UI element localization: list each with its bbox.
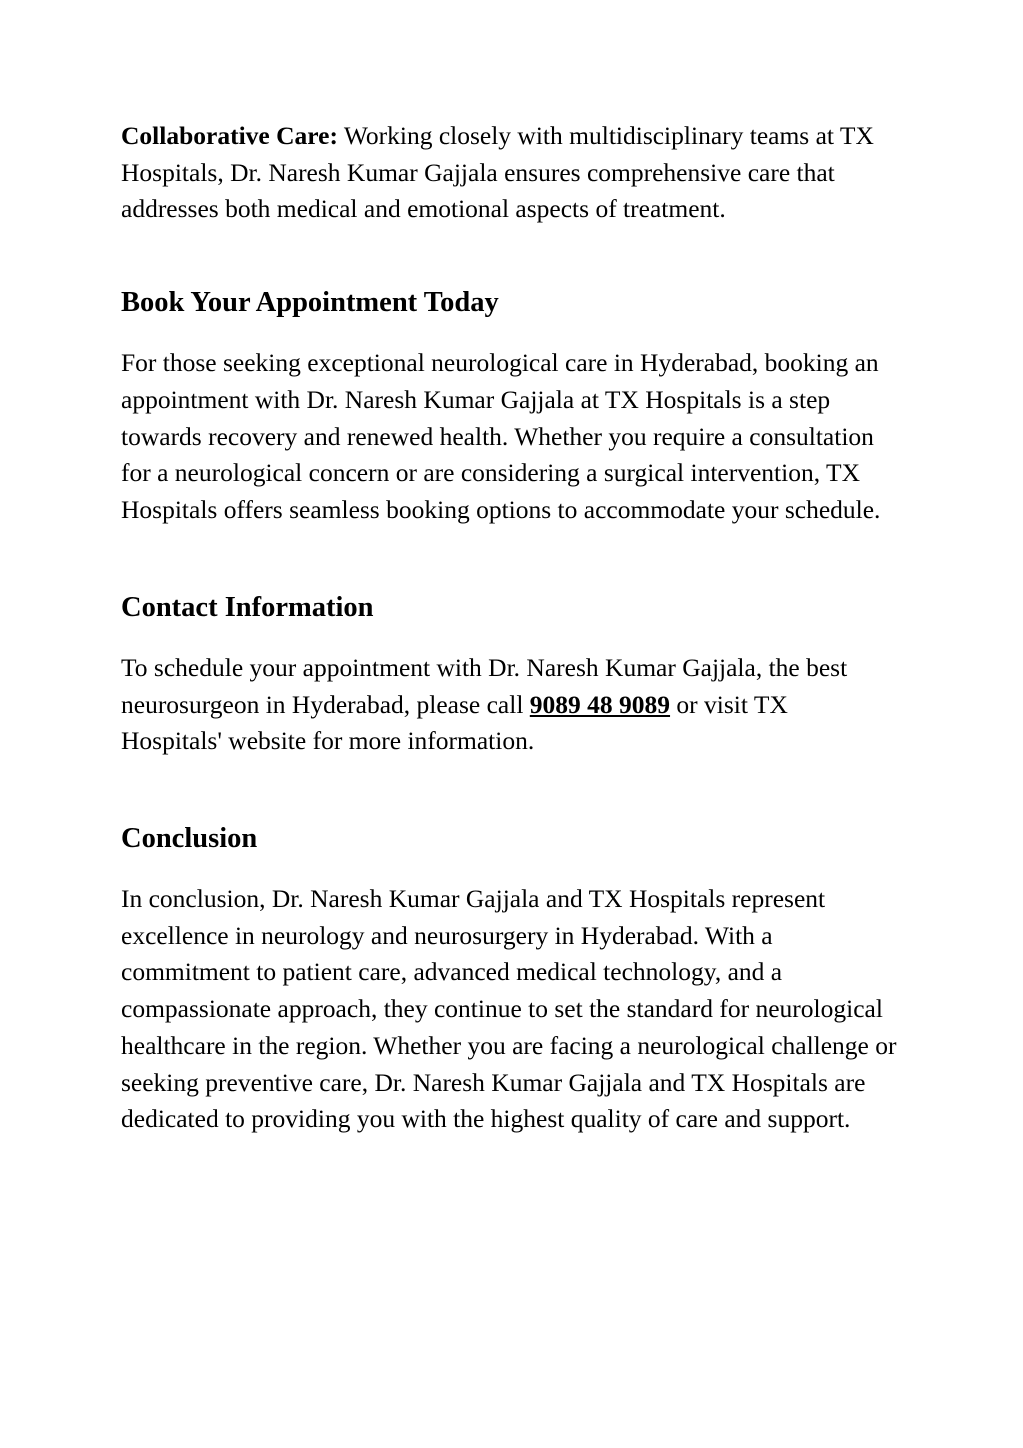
spacer-3 [121, 529, 903, 589]
spacer-6 [121, 857, 903, 881]
conclusion-paragraph: In conclusion, Dr. Naresh Kumar Gajjala and TX Hospitals represent excellence in neurology and neurosurgery in Hyderabad. With a commitment to patient care, advanced medical technology, and a compassionate approach, they continue to set the standard for neurological healthcare in the region. Whether you are facing a neurological challenge or seeking preventive care, Dr. Naresh Kumar Gajjala and TX Hospitals are dedicated to providing you with the highest quality of care and support. [121, 884, 897, 1134]
spacer-5 [121, 760, 903, 820]
contact-phone-number: 9089 48 9089 [529, 689, 671, 719]
contact-information-paragraph [121, 650, 891, 760]
contact-body-before: To schedule your appointment with Dr. Naresh Kumar Gajjala, the best neurosurgeon in Hyderabad, please call [121, 652, 848, 719]
contact-body-after: or visit TX Hospitals' website for more information. [121, 689, 788, 756]
spacer-4 [121, 626, 903, 650]
heading-conclusion: Conclusion [121, 823, 258, 854]
spacer-2 [121, 321, 903, 345]
heading-contact-information: Contact Information [121, 591, 374, 623]
collaborative-care-lead: Collaborative Care: [121, 121, 338, 150]
document-content [121, 118, 903, 1138]
collaborative-care-body: Working closely with multidisciplinary teams at TX Hospitals, Dr. Naresh Kumar Gajjala ensures comprehensive care that addresses both medical and emotional aspects of treatment. [121, 121, 874, 224]
book-appointment-paragraph: For those seeking exceptional neurological care in Hyderabad, booking an appointment with Dr. Naresh Kumar Gajjala at TX Hospitals is a step towards recovery and renewed health. Whether you require a consultation for a neurological concern or are considering a surgical intervention, TX Hospitals offers seamless booking options to accommodate your schedule. [121, 348, 881, 525]
spacer-1 [121, 228, 903, 284]
collaborative-care-paragraph [121, 118, 903, 228]
heading-book-appointment: Book Your Appointment Today [121, 287, 499, 319]
